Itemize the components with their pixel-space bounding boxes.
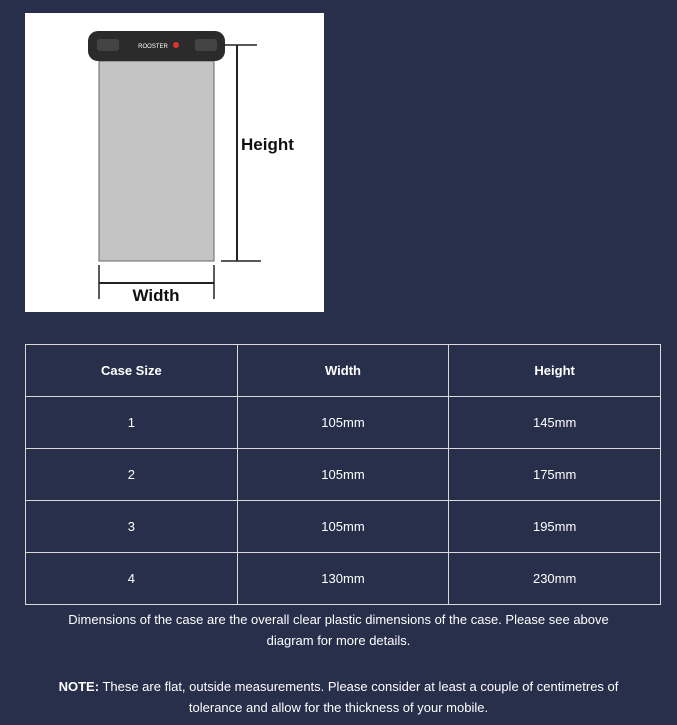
caption-line-2: diagram for more details. bbox=[266, 633, 411, 648]
note-prefix: NOTE: bbox=[58, 679, 100, 694]
dimensions-caption bbox=[0, 609, 677, 651]
case-pouch bbox=[99, 61, 214, 261]
cell-height: 175mm bbox=[449, 449, 661, 501]
cell-case-size: 4 bbox=[26, 553, 238, 605]
clip-latch-left bbox=[97, 39, 119, 51]
cell-height: 230mm bbox=[449, 553, 661, 605]
table-row bbox=[26, 397, 661, 449]
table-header-row bbox=[26, 345, 661, 397]
table-row bbox=[26, 553, 661, 605]
table-row bbox=[26, 501, 661, 553]
note-line-2: tolerance and allow for the thickness of your mobile. bbox=[188, 700, 489, 715]
table-row bbox=[26, 449, 661, 501]
case-diagram-svg bbox=[25, 13, 324, 312]
note-text-1: These are flat, outside measurements. Please consider at least a couple of centimetres of bbox=[99, 679, 619, 694]
cell-width: 105mm bbox=[237, 501, 449, 553]
cell-width: 105mm bbox=[237, 449, 449, 501]
cell-height: 195mm bbox=[449, 501, 661, 553]
case-dimension-diagram bbox=[25, 13, 324, 312]
width-label: Width bbox=[132, 286, 180, 305]
case-size-table bbox=[25, 344, 661, 605]
height-label: Height bbox=[241, 135, 294, 154]
clip-latch-right bbox=[195, 39, 217, 51]
brand-logo-mark bbox=[173, 42, 179, 48]
measurement-note bbox=[0, 676, 677, 718]
caption-line-1: Dimensions of the case are the overall clear plastic dimensions of the case. Please see above bbox=[68, 612, 609, 627]
header-width: Width bbox=[237, 345, 449, 397]
cell-width: 105mm bbox=[237, 397, 449, 449]
header-case-size: Case Size bbox=[26, 345, 238, 397]
note-line-1 bbox=[0, 676, 677, 697]
cell-case-size: 2 bbox=[26, 449, 238, 501]
cell-case-size: 3 bbox=[26, 501, 238, 553]
brand-logo-text: ROOSTER bbox=[138, 44, 168, 50]
header-height: Height bbox=[449, 345, 661, 397]
cell-width: 130mm bbox=[237, 553, 449, 605]
cell-height: 145mm bbox=[449, 397, 661, 449]
cell-case-size: 1 bbox=[26, 397, 238, 449]
